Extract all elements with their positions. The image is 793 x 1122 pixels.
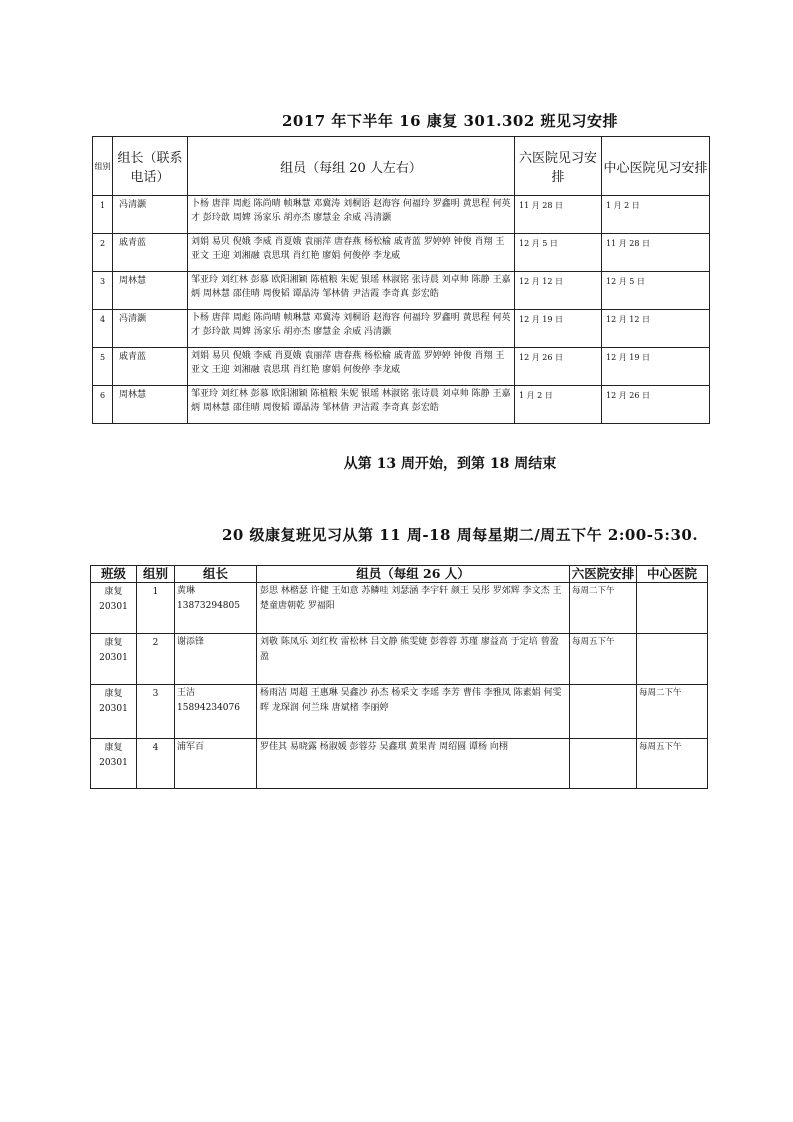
table-row [93,272,710,310]
group-leader: 冯清灏 [113,196,188,234]
leader-name: 王洁 [177,688,196,698]
group-members: 邹亚玲 刘红林 彭慕 欧阳湘颖 陈植粮 朱妮 银瑶 林淑铭 张诗晨 刘卓帅 陈静 王嘉炳 周林慧 邵佳晴 周俊韬 谭晶涛 邹林倩 尹洁霞 李奇真 彭宏皓 [188,386,515,424]
central-schedule [637,634,708,685]
class-name: 康复 20301 [91,739,137,789]
table-row [93,234,710,272]
table-row [91,634,708,685]
group-members: 杨雨洁 周超 王惠琳 吴鑫沙 孙杰 杨采文 李瑶 李芳 曹伟 李雅凤 陈素娟 何雯晖 龙琛润 何兰珠 唐斌楮 李丽婷 [257,685,570,739]
hosp6-date: 12 月 19 日 [515,310,602,348]
group-leader [175,583,257,634]
group-no: 2 [93,234,113,272]
header-central: 中心医院 [637,566,708,583]
central-schedule [637,583,708,634]
group-no: 2 [137,634,175,685]
hosp6-date: 12 月 12 日 [515,272,602,310]
group-no: 1 [137,583,175,634]
group-leader: 冯清灏 [113,310,188,348]
leader-name: 浦军百 [177,742,205,752]
table-row [93,386,710,424]
group-no: 5 [93,348,113,386]
header-group-no: 组别 [93,137,113,196]
header-central: 中心医院见习安排 [602,137,710,196]
group-leader: 戚青蓝 [113,348,188,386]
table-row [91,739,708,789]
table-row [91,583,708,634]
group-members: 卜杨 唐萍 周彪 陈尚晴 帧琳慧 邓冀涛 刘桐语 赵海容 何福玲 罗鑫明 黄思程 何英才 彭玲歆 周婢 汤家乐 胡亦杰 廖慧金 余威 冯清灏 [188,196,515,234]
group-members: 刘娟 易贝 倪娥 李威 肖夏娥 袁丽萍 唐春燕 杨松榆 戚青蓝 罗婷婷 钟俊 肖翔 王亚文 王迎 刘湘融 袁思琪 肖红艳 廖娟 何俊停 李龙威 [188,234,515,272]
group-no: 3 [137,685,175,739]
central-date: 12 月 19 日 [602,348,710,386]
central-date: 12 月 5 日 [602,272,710,310]
header-hosp6: 六医院安排 [570,566,637,583]
leader-name: 黄琳 [177,586,196,596]
group-leader: 周林慧 [113,272,188,310]
central-date: 12 月 12 日 [602,310,710,348]
table-row [93,348,710,386]
group-no: 4 [137,739,175,789]
header-leader: 组长 [175,566,257,583]
table-row [93,196,710,234]
hosp6-date: 11 月 28 日 [515,196,602,234]
group-leader: 周林慧 [113,386,188,424]
group-members: 刘娟 易贝 倪娥 李威 肖夏娥 袁丽萍 唐春燕 杨松榆 戚青蓝 罗婷婷 钟俊 肖翔 王亚文 王迎 刘湘融 袁思琪 肖红艳 廖娟 何俊停 李龙威 [188,348,515,386]
schedule-table-2017 [92,136,710,424]
schedule-title-2020: 20 级康复班见习从第 11 周-18 周每星期二/周五下午 2:00-5:30. [221,526,699,544]
schedule-table-2020 [90,565,708,789]
group-no: 3 [93,272,113,310]
group-leader [175,739,257,789]
table-row [93,310,710,348]
hosp6-schedule [570,739,637,789]
hosp6-date: 1 月 2 日 [515,386,602,424]
header-leader: 组长（联系电话） [113,137,188,196]
central-date: 11 月 28 日 [602,234,710,272]
central-schedule: 每周五下午 [637,739,708,789]
table-row [91,685,708,739]
table-header-row [91,566,708,583]
header-hosp6: 六医院见习安排 [515,137,602,196]
hosp6-schedule [570,685,637,739]
header-group-no: 组别 [137,566,175,583]
hosp6-schedule: 每周五下午 [570,634,637,685]
week-range-note: 从第 13 周开始，到第 18 周结束 [343,456,557,472]
header-class: 班级 [91,566,137,583]
group-members: 邹亚玲 刘红林 彭慕 欧阳湘颖 陈植粮 朱妮 银瑶 林淑铭 张诗晨 刘卓帅 陈静 王嘉炳 周林慧 邵佳晴 周俊韬 谭晶涛 邹林倩 尹洁霞 李奇真 彭宏皓 [188,272,515,310]
group-members: 刘敬 陈凤乐 刘红枚 雷松林 吕文静 熊雯婕 彭蓉蓉 苏瑾 廖益高 于定培 曾盈盈 [257,634,570,685]
group-no: 4 [93,310,113,348]
hosp6-date: 12 月 5 日 [515,234,602,272]
central-date: 12 月 26 日 [602,386,710,424]
central-schedule: 每周二下午 [637,685,708,739]
group-no: 6 [93,386,113,424]
central-date: 1 月 2 日 [602,196,710,234]
leader-phone: 13873294805 [177,601,240,611]
leader-name: 谢添锋 [177,637,205,647]
leader-phone: 15894234076 [177,703,240,713]
hosp6-schedule: 每周二下午 [570,583,637,634]
group-no: 1 [93,196,113,234]
group-members: 卜杨 唐萍 周彪 陈尚晴 帧琳慧 邓冀涛 刘桐语 赵海容 何福玲 罗鑫明 黄思程 何英才 彭玲歆 周婢 汤家乐 胡亦杰 廖慧金 余威 冯清灏 [188,310,515,348]
class-name: 康复 20301 [91,583,137,634]
table-header-row [93,137,710,196]
class-name: 康复 20301 [91,685,137,739]
header-members: 组员（每组 20 人左右） [188,137,515,196]
group-leader: 戚青蓝 [113,234,188,272]
class-name: 康复 20301 [91,634,137,685]
hosp6-date: 12 月 26 日 [515,348,602,386]
header-members: 组员（每组 26 人） [257,566,570,583]
group-members: 彭思 林楷瑟 许健 王如意 苏鳞哇 刘瑟涵 李宇轩 颜王 吴彤 罗郊辉 李文杰 王楚童唐朝乾 罗福阳 [257,583,570,634]
schedule-title-2017: 2017 年下半年 16 康复 301.302 班见习安排 [281,112,619,130]
group-leader [175,634,257,685]
group-leader [175,685,257,739]
group-members: 罗佳其 易晓露 杨淑媛 彭蓉芬 吴鑫琪 黄果青 周绍圆 谭杨 向栩 [257,739,570,789]
